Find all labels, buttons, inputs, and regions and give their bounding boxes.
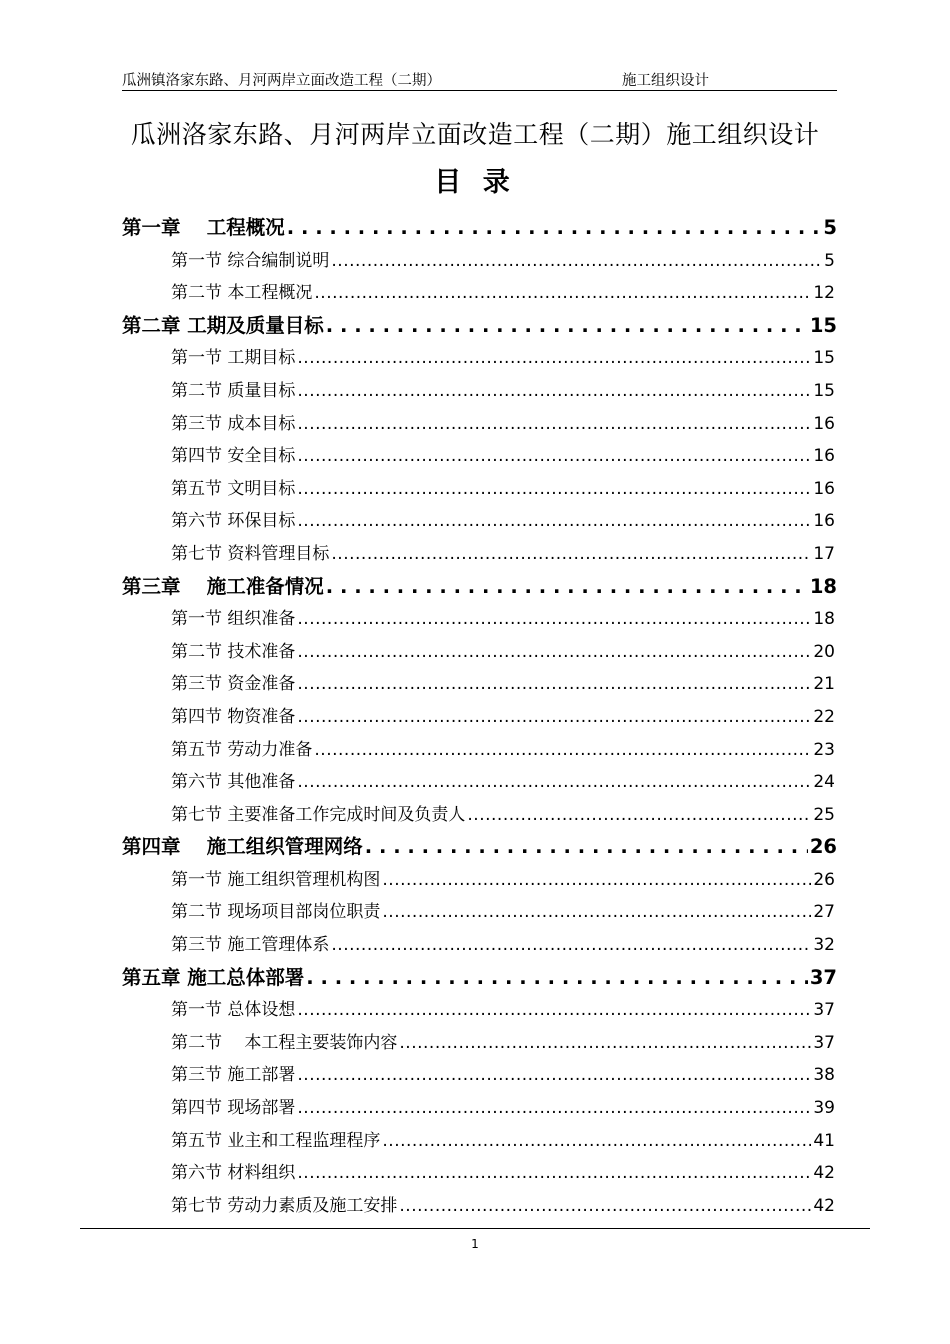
toc-entry-page: 25 (813, 804, 835, 825)
toc-entry-label: 第七节 资料管理目标 (171, 543, 330, 564)
toc-section-entry[interactable] (122, 408, 837, 441)
toc-entry-label: 第七节 劳动力素质及施工安排 (171, 1195, 398, 1216)
header-doc-type: 施工组织设计 (622, 73, 709, 89)
toc-entry-label: 第二节 质量目标 (171, 380, 296, 401)
toc-dot-leader (297, 342, 811, 375)
toc-entry-label: 第四节 安全目标 (171, 446, 296, 467)
toc-entry-label: 第五节 业主和工程监理程序 (171, 1130, 381, 1151)
toc-entry-page: 16 (813, 446, 835, 467)
toc-entry-page: 37 (813, 1000, 835, 1021)
toc-entry-page: 27 (813, 902, 835, 923)
toc-dot-leader (365, 831, 808, 864)
toc-section-entry[interactable] (122, 1157, 837, 1190)
toc-entry-page: 20 (813, 641, 835, 662)
toc-section-entry[interactable] (122, 668, 837, 701)
toc-dot-leader (297, 408, 811, 441)
toc-entry-page: 37 (813, 1032, 835, 1053)
toc-dot-leader (297, 505, 811, 538)
toc-entry-label: 第七节 主要准备工作完成时间及负责人 (171, 804, 466, 825)
toc-section-entry[interactable] (122, 896, 837, 929)
toc-dot-leader (306, 962, 808, 995)
toc-dot-leader (297, 701, 811, 734)
toc-dot-leader (326, 571, 808, 604)
toc-section-entry[interactable] (122, 538, 837, 571)
toc-entry-page: 16 (813, 511, 835, 532)
toc-entry-page: 22 (813, 706, 835, 727)
toc-entry-page: 15 (813, 380, 835, 401)
toc-entry-page: 39 (813, 1098, 835, 1119)
toc-section-entry[interactable] (122, 1125, 837, 1158)
toc-entry-page: 16 (813, 478, 835, 499)
toc-section-entry[interactable] (122, 701, 837, 734)
toc-entry-label: 第三节 施工管理体系 (171, 935, 330, 956)
toc-entry-label: 第一节 综合编制说明 (171, 250, 330, 271)
toc-section-entry[interactable] (122, 375, 837, 408)
toc-dot-leader (287, 212, 822, 245)
toc-entry-label: 第一节 组织准备 (171, 609, 296, 630)
toc-dot-leader (382, 896, 811, 929)
toc-entry-page: 15 (813, 348, 835, 369)
toc-entry-label: 第二节 技术准备 (171, 641, 296, 662)
toc-dot-leader (399, 1190, 811, 1223)
toc-entry-page: 24 (813, 772, 835, 793)
document-title: 瓜洲洛家东路、月河两岸立面改造工程（二期）施工组织设计 (130, 120, 820, 149)
toc-entry-page: 32 (813, 935, 835, 956)
toc-chapter-entry[interactable] (122, 212, 837, 245)
toc-section-entry[interactable] (122, 734, 837, 767)
toc-entry-page: 18 (813, 609, 835, 630)
toc-chapter-entry[interactable] (122, 310, 837, 343)
toc-entry-label: 第一节 工期目标 (171, 348, 296, 369)
toc-entry-page: 21 (813, 674, 835, 695)
toc-entry-label: 第六节 其他准备 (171, 772, 296, 793)
toc-entry-page: 5 (824, 250, 835, 271)
header-project-name: 瓜洲镇洛家东路、月河两岸立面改造工程（二期） (122, 73, 441, 89)
toc-entry-label: 第二节 本工程概况 (171, 283, 313, 304)
toc-dot-leader (314, 277, 811, 310)
toc-entry-label: 第一节 施工组织管理机构图 (171, 869, 381, 890)
toc-chapter-entry[interactable] (122, 962, 837, 995)
toc-entry-page: 16 (813, 413, 835, 434)
toc-entry-page: 23 (813, 739, 835, 760)
toc-entry-page: 5 (823, 216, 837, 239)
toc-dot-leader (297, 636, 811, 669)
toc-section-entry[interactable] (122, 603, 837, 636)
page-header (122, 68, 837, 91)
toc-entry-page: 15 (809, 313, 837, 337)
toc-entry-page: 42 (813, 1195, 835, 1216)
toc-section-entry[interactable] (122, 245, 837, 278)
toc-chapter-entry[interactable] (122, 831, 837, 864)
toc-entry-label: 第二节 本工程主要装饰内容 (171, 1032, 398, 1053)
toc-dot-leader (297, 766, 811, 799)
toc-dot-leader (297, 375, 811, 408)
toc-dot-leader (297, 1157, 811, 1190)
toc-entry-label: 第一章 工程概况 (122, 216, 285, 239)
toc-dot-leader (314, 734, 811, 767)
toc-section-entry[interactable] (122, 440, 837, 473)
toc-chapter-entry[interactable] (122, 571, 837, 604)
toc-section-entry[interactable] (122, 505, 837, 538)
toc-dot-leader (331, 538, 811, 571)
toc-section-entry[interactable] (122, 342, 837, 375)
toc-section-entry[interactable] (122, 473, 837, 506)
footer-divider (80, 1228, 870, 1229)
toc-section-entry[interactable] (122, 994, 837, 1027)
toc-section-entry[interactable] (122, 766, 837, 799)
toc-dot-leader (297, 440, 811, 473)
toc-entry-page: 38 (813, 1065, 835, 1086)
toc-entry-label: 第四节 现场部署 (171, 1098, 296, 1119)
toc-entry-page: 17 (813, 543, 835, 564)
toc-entry-page: 37 (809, 965, 837, 989)
toc-entry-label: 第六节 环保目标 (171, 511, 296, 532)
toc-section-entry[interactable] (122, 929, 837, 962)
toc-entry-label: 第五章 施工总体部署 (122, 965, 305, 989)
toc-section-entry[interactable] (122, 1190, 837, 1223)
toc-dot-leader (399, 1027, 811, 1060)
toc-entry-label: 第二节 现场项目部岗位职责 (171, 902, 381, 923)
table-of-contents (122, 212, 837, 1222)
toc-entry-label: 第一节 总体设想 (171, 1000, 296, 1021)
toc-entry-page: 42 (813, 1163, 835, 1184)
toc-title: 目 录 (434, 167, 516, 198)
toc-entry-label: 第五节 文明目标 (171, 478, 296, 499)
toc-dot-leader (297, 994, 811, 1027)
toc-dot-leader (331, 929, 811, 962)
toc-entry-page: 18 (809, 574, 837, 598)
page-number: 1 (471, 1237, 479, 1251)
toc-dot-leader (297, 1059, 811, 1092)
toc-dot-leader (331, 245, 822, 278)
toc-entry-label: 第二章 工期及质量目标 (122, 313, 324, 337)
toc-dot-leader (382, 1125, 811, 1158)
toc-entry-label: 第三节 成本目标 (171, 413, 296, 434)
toc-section-entry[interactable] (122, 1027, 837, 1060)
toc-entry-label: 第六节 材料组织 (171, 1163, 296, 1184)
toc-entry-page: 41 (813, 1130, 835, 1151)
toc-entry-page: 26 (813, 869, 835, 890)
toc-entry-label: 第五节 劳动力准备 (171, 739, 313, 760)
toc-entry-label: 第四节 物资准备 (171, 706, 296, 727)
toc-entry-label: 第三节 施工部署 (171, 1065, 296, 1086)
toc-section-entry[interactable] (122, 1092, 837, 1125)
toc-section-entry[interactable] (122, 1059, 837, 1092)
toc-entry-label: 第四章 施工组织管理网络 (122, 835, 363, 859)
toc-dot-leader (467, 799, 811, 832)
toc-dot-leader (297, 473, 811, 506)
toc-section-entry[interactable] (122, 799, 837, 832)
toc-entry-label: 第三节 资金准备 (171, 674, 296, 695)
toc-section-entry[interactable] (122, 864, 837, 897)
toc-dot-leader (382, 864, 811, 897)
toc-dot-leader (297, 603, 811, 636)
toc-section-entry[interactable] (122, 636, 837, 669)
toc-dot-leader (297, 1092, 811, 1125)
toc-entry-label: 第三章 施工准备情况 (122, 574, 324, 598)
toc-dot-leader (326, 310, 808, 343)
toc-entry-page: 26 (809, 835, 837, 859)
toc-dot-leader (297, 668, 811, 701)
toc-entry-page: 12 (813, 283, 835, 304)
toc-section-entry[interactable] (122, 277, 837, 310)
